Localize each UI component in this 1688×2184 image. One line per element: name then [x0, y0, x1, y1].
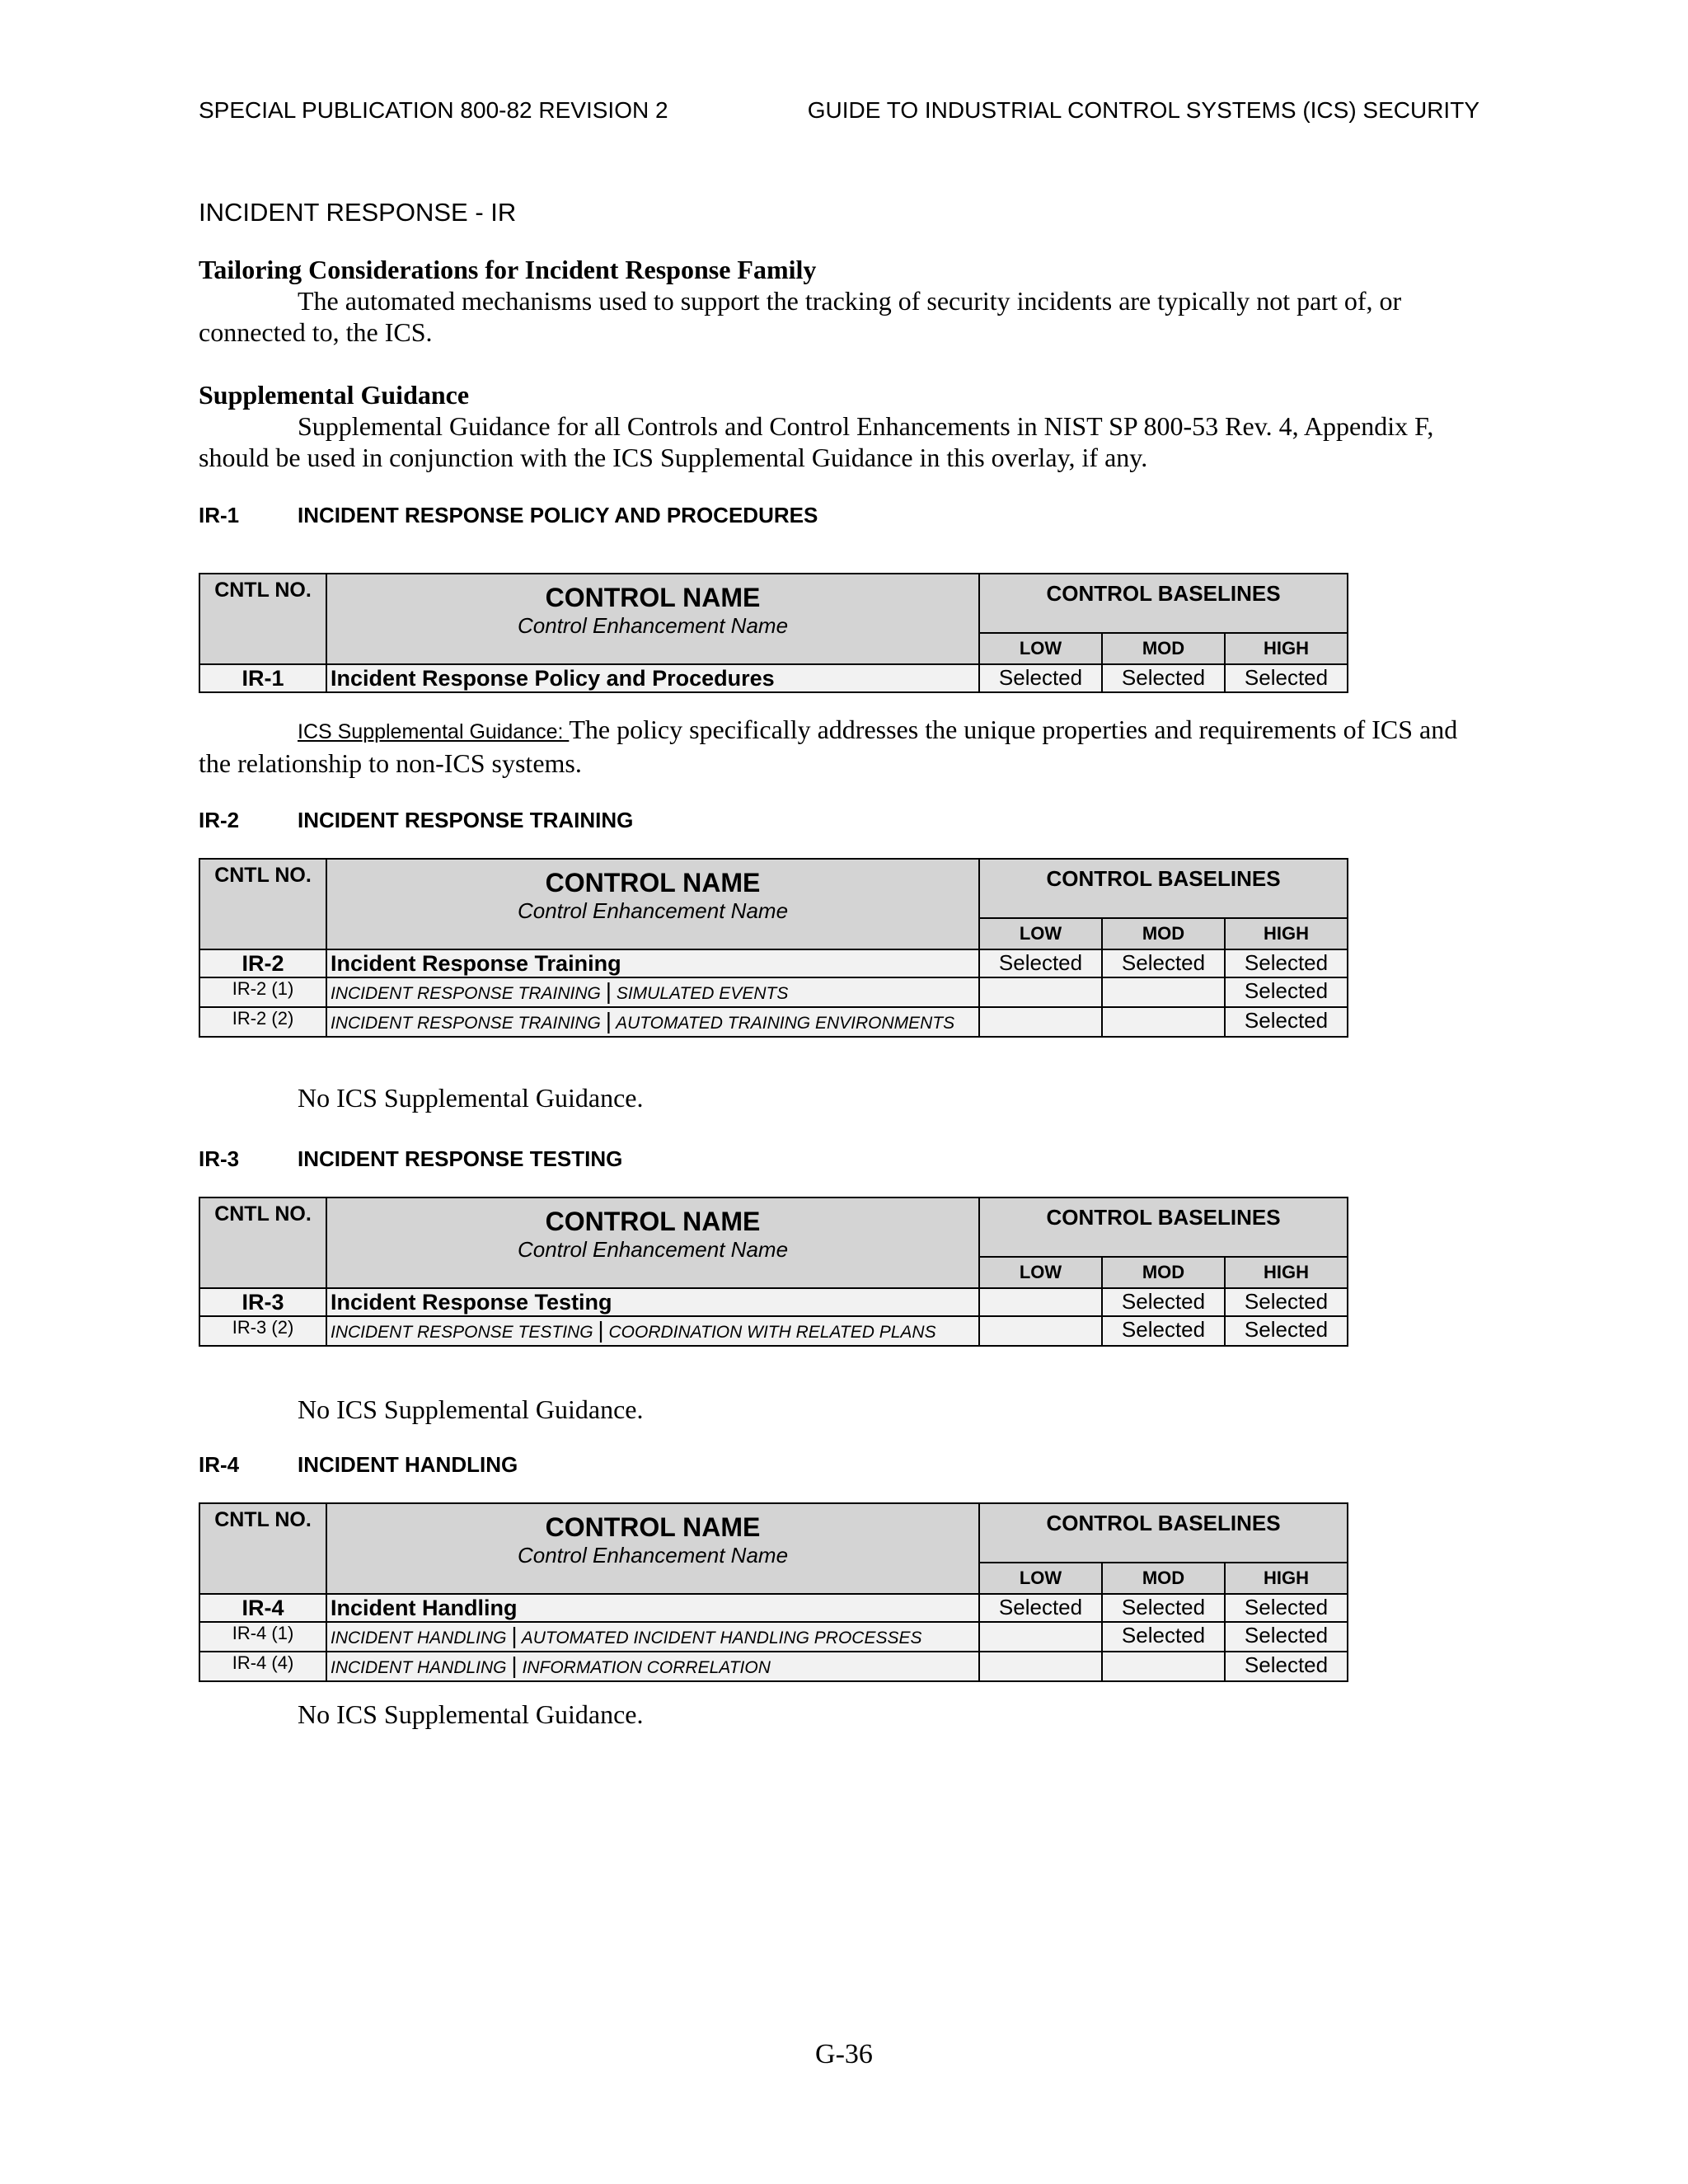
baseline-low: Selected: [979, 1594, 1102, 1622]
section-title: INCIDENT RESPONSE TESTING: [298, 1146, 623, 1171]
control-name-label: CONTROL NAME: [545, 1512, 761, 1542]
enhancement-name: [326, 1622, 979, 1652]
control-baselines-header: CONTROL BASELINES: [979, 1197, 1348, 1257]
high-header: HIGH: [1225, 918, 1348, 949]
baseline-mod: Selected: [1102, 1288, 1225, 1316]
baseline-mod: Selected: [1102, 664, 1225, 692]
control-name: Incident Response Policy and Procedures: [326, 664, 979, 692]
enhancement-title: SIMULATED EVENTS: [616, 984, 789, 1003]
high-header: HIGH: [1225, 1563, 1348, 1594]
section-title: INCIDENT RESPONSE POLICY AND PROCEDURES: [298, 503, 818, 527]
control-number: IR-3: [199, 1288, 326, 1316]
control-name-label: CONTROL NAME: [545, 868, 761, 898]
control-table-ir-1: [199, 573, 1348, 693]
control-baselines-header: CONTROL BASELINES: [979, 859, 1348, 918]
baseline-mod: [1102, 977, 1225, 1007]
cntl-no-header: CNTL NO.: [199, 859, 326, 949]
mod-header: MOD: [1102, 918, 1225, 949]
baseline-low: [979, 1288, 1102, 1316]
baseline-low: [979, 1316, 1102, 1346]
ics-guidance-ir-1: [199, 714, 1468, 779]
baseline-high: Selected: [1225, 1007, 1348, 1037]
supplemental-section: [199, 379, 1468, 473]
control-table-ir-3: [199, 1197, 1348, 1347]
low-header: LOW: [979, 1563, 1102, 1594]
enhancement-number: IR-3 (2): [199, 1316, 326, 1346]
table-row: [199, 1652, 1348, 1681]
section-heading-ir-4: [199, 1452, 518, 1478]
baseline-high: Selected: [1225, 1622, 1348, 1652]
enhancement-name-label: Control Enhancement Name: [517, 1543, 789, 1568]
table-row: [199, 1288, 1348, 1316]
baseline-high: Selected: [1225, 1288, 1348, 1316]
mod-header: MOD: [1102, 1563, 1225, 1594]
ics-guidance-ir-2: No ICS Supplemental Guidance.: [298, 1083, 644, 1113]
mod-header: MOD: [1102, 633, 1225, 664]
baseline-high: Selected: [1225, 1316, 1348, 1346]
running-header-right: GUIDE TO INDUSTRIAL CONTROL SYSTEMS (ICS) SECURITY: [807, 97, 1479, 123]
separator: |: [605, 1008, 612, 1033]
enhancement-name: [326, 1316, 979, 1346]
baseline-low: [979, 1652, 1102, 1681]
baseline-mod: [1102, 1652, 1225, 1681]
enhancement-title: AUTOMATED TRAINING ENVIRONMENTS: [616, 1014, 955, 1033]
enhancement-number: IR-4 (4): [199, 1652, 326, 1681]
control-name-header: [326, 1197, 979, 1288]
table-row: [199, 977, 1348, 1007]
separator: |: [605, 978, 612, 1004]
low-header: LOW: [979, 633, 1102, 664]
low-header: LOW: [979, 918, 1102, 949]
section-title: INCIDENT RESPONSE TRAINING: [298, 808, 634, 832]
page-title: INCIDENT RESPONSE - IR: [199, 198, 517, 227]
enhancement-title: AUTOMATED INCIDENT HANDLING PROCESSES: [521, 1629, 922, 1647]
control-baselines-header: CONTROL BASELINES: [979, 574, 1348, 633]
section-number: IR-2: [199, 808, 240, 832]
running-header-left: SPECIAL PUBLICATION 800-82 REVISION 2: [199, 97, 668, 123]
control-name-label: CONTROL NAME: [545, 1207, 761, 1236]
page-number: G-36: [815, 2039, 873, 2069]
enhancement-name: [326, 977, 979, 1007]
cntl-no-header: CNTL NO.: [199, 1503, 326, 1594]
enhancement-base: INCIDENT HANDLING: [331, 1658, 507, 1677]
enhancement-base: INCIDENT RESPONSE TRAINING: [331, 984, 601, 1003]
control-name: Incident Response Training: [326, 949, 979, 977]
table-row: [199, 949, 1348, 977]
control-name-label: CONTROL NAME: [545, 583, 761, 612]
separator: |: [511, 1652, 518, 1678]
enhancement-name-label: Control Enhancement Name: [517, 1237, 789, 1262]
enhancement-number: IR-2 (2): [199, 1007, 326, 1037]
baseline-low: [979, 1007, 1102, 1037]
section-heading-ir-3: [199, 1146, 622, 1172]
enhancement-title: COORDINATION WITH RELATED PLANS: [608, 1323, 936, 1342]
control-baselines-header: CONTROL BASELINES: [979, 1503, 1348, 1563]
separator: |: [598, 1317, 604, 1343]
enhancement-name-label: Control Enhancement Name: [517, 898, 789, 923]
control-name: Incident Handling: [326, 1594, 979, 1622]
section-heading-ir-1: [199, 503, 818, 528]
table-row: [199, 1622, 1348, 1652]
enhancement-name: [326, 1652, 979, 1681]
enhancement-base: INCIDENT RESPONSE TESTING: [331, 1323, 593, 1342]
low-header: LOW: [979, 1257, 1102, 1288]
control-number: IR-4: [199, 1594, 326, 1622]
ics-guidance-ir-4: No ICS Supplemental Guidance.: [298, 1699, 644, 1729]
control-table-ir-4: [199, 1502, 1348, 1682]
cntl-no-header: CNTL NO.: [199, 1197, 326, 1288]
control-number: IR-1: [199, 664, 326, 692]
cntl-no-header: CNTL NO.: [199, 574, 326, 664]
supplemental-text: Supplemental Guidance for all Controls and Control Enhancements in NIST SP 800-53 Rev. 4, Appendix F, should be used in conjunction with the ICS Supplemental Guidance in this overlay, if any.: [199, 411, 1434, 472]
table-row: [199, 664, 1348, 692]
section-number: IR-1: [199, 503, 240, 527]
high-header: HIGH: [1225, 1257, 1348, 1288]
baseline-mod: [1102, 1007, 1225, 1037]
enhancement-number: IR-2 (1): [199, 977, 326, 1007]
ics-guidance-text: The policy specifically addresses the unique properties and requirements of ICS and the relationship to non-ICS systems.: [199, 715, 1458, 778]
section-heading-ir-2: [199, 808, 633, 833]
enhancement-name-label: Control Enhancement Name: [517, 613, 789, 638]
tailoring-heading: Tailoring Considerations for Incident Response Family: [199, 255, 817, 284]
enhancement-number: IR-4 (1): [199, 1622, 326, 1652]
baseline-low: Selected: [979, 664, 1102, 692]
high-header: HIGH: [1225, 633, 1348, 664]
ics-guidance-ir-3: No ICS Supplemental Guidance.: [298, 1394, 644, 1424]
enhancement-base: INCIDENT HANDLING: [331, 1629, 507, 1647]
control-name-header: [326, 1503, 979, 1594]
supplemental-heading: Supplemental Guidance: [199, 380, 470, 410]
baseline-high: Selected: [1225, 664, 1348, 692]
baseline-mod: Selected: [1102, 1316, 1225, 1346]
baseline-high: Selected: [1225, 1594, 1348, 1622]
baseline-low: Selected: [979, 949, 1102, 977]
baseline-mod: Selected: [1102, 949, 1225, 977]
ics-guidance-label: ICS Supplemental Guidance:: [298, 720, 570, 743]
baseline-high: Selected: [1225, 1652, 1348, 1681]
baseline-high: Selected: [1225, 949, 1348, 977]
tailoring-section: [199, 254, 1468, 348]
control-table-ir-2: [199, 858, 1348, 1038]
baseline-low: [979, 1622, 1102, 1652]
control-name-header: [326, 859, 979, 949]
control-number: IR-2: [199, 949, 326, 977]
mod-header: MOD: [1102, 1257, 1225, 1288]
control-name-header: [326, 574, 979, 664]
control-name: Incident Response Testing: [326, 1288, 979, 1316]
baseline-mod: Selected: [1102, 1594, 1225, 1622]
tailoring-text: The automated mechanisms used to support the tracking of security incidents are typically not part of, or connected to, the ICS.: [199, 286, 1402, 347]
section-number: IR-4: [199, 1452, 240, 1477]
table-row: [199, 1007, 1348, 1037]
baseline-high: Selected: [1225, 977, 1348, 1007]
enhancement-title: INFORMATION CORRELATION: [522, 1658, 771, 1677]
separator: |: [511, 1623, 518, 1648]
table-row: [199, 1316, 1348, 1346]
baseline-mod: Selected: [1102, 1622, 1225, 1652]
section-number: IR-3: [199, 1146, 240, 1171]
enhancement-base: INCIDENT RESPONSE TRAINING: [331, 1014, 601, 1033]
section-title: INCIDENT HANDLING: [298, 1452, 518, 1477]
table-row: [199, 1594, 1348, 1622]
baseline-low: [979, 977, 1102, 1007]
enhancement-name: [326, 1007, 979, 1037]
